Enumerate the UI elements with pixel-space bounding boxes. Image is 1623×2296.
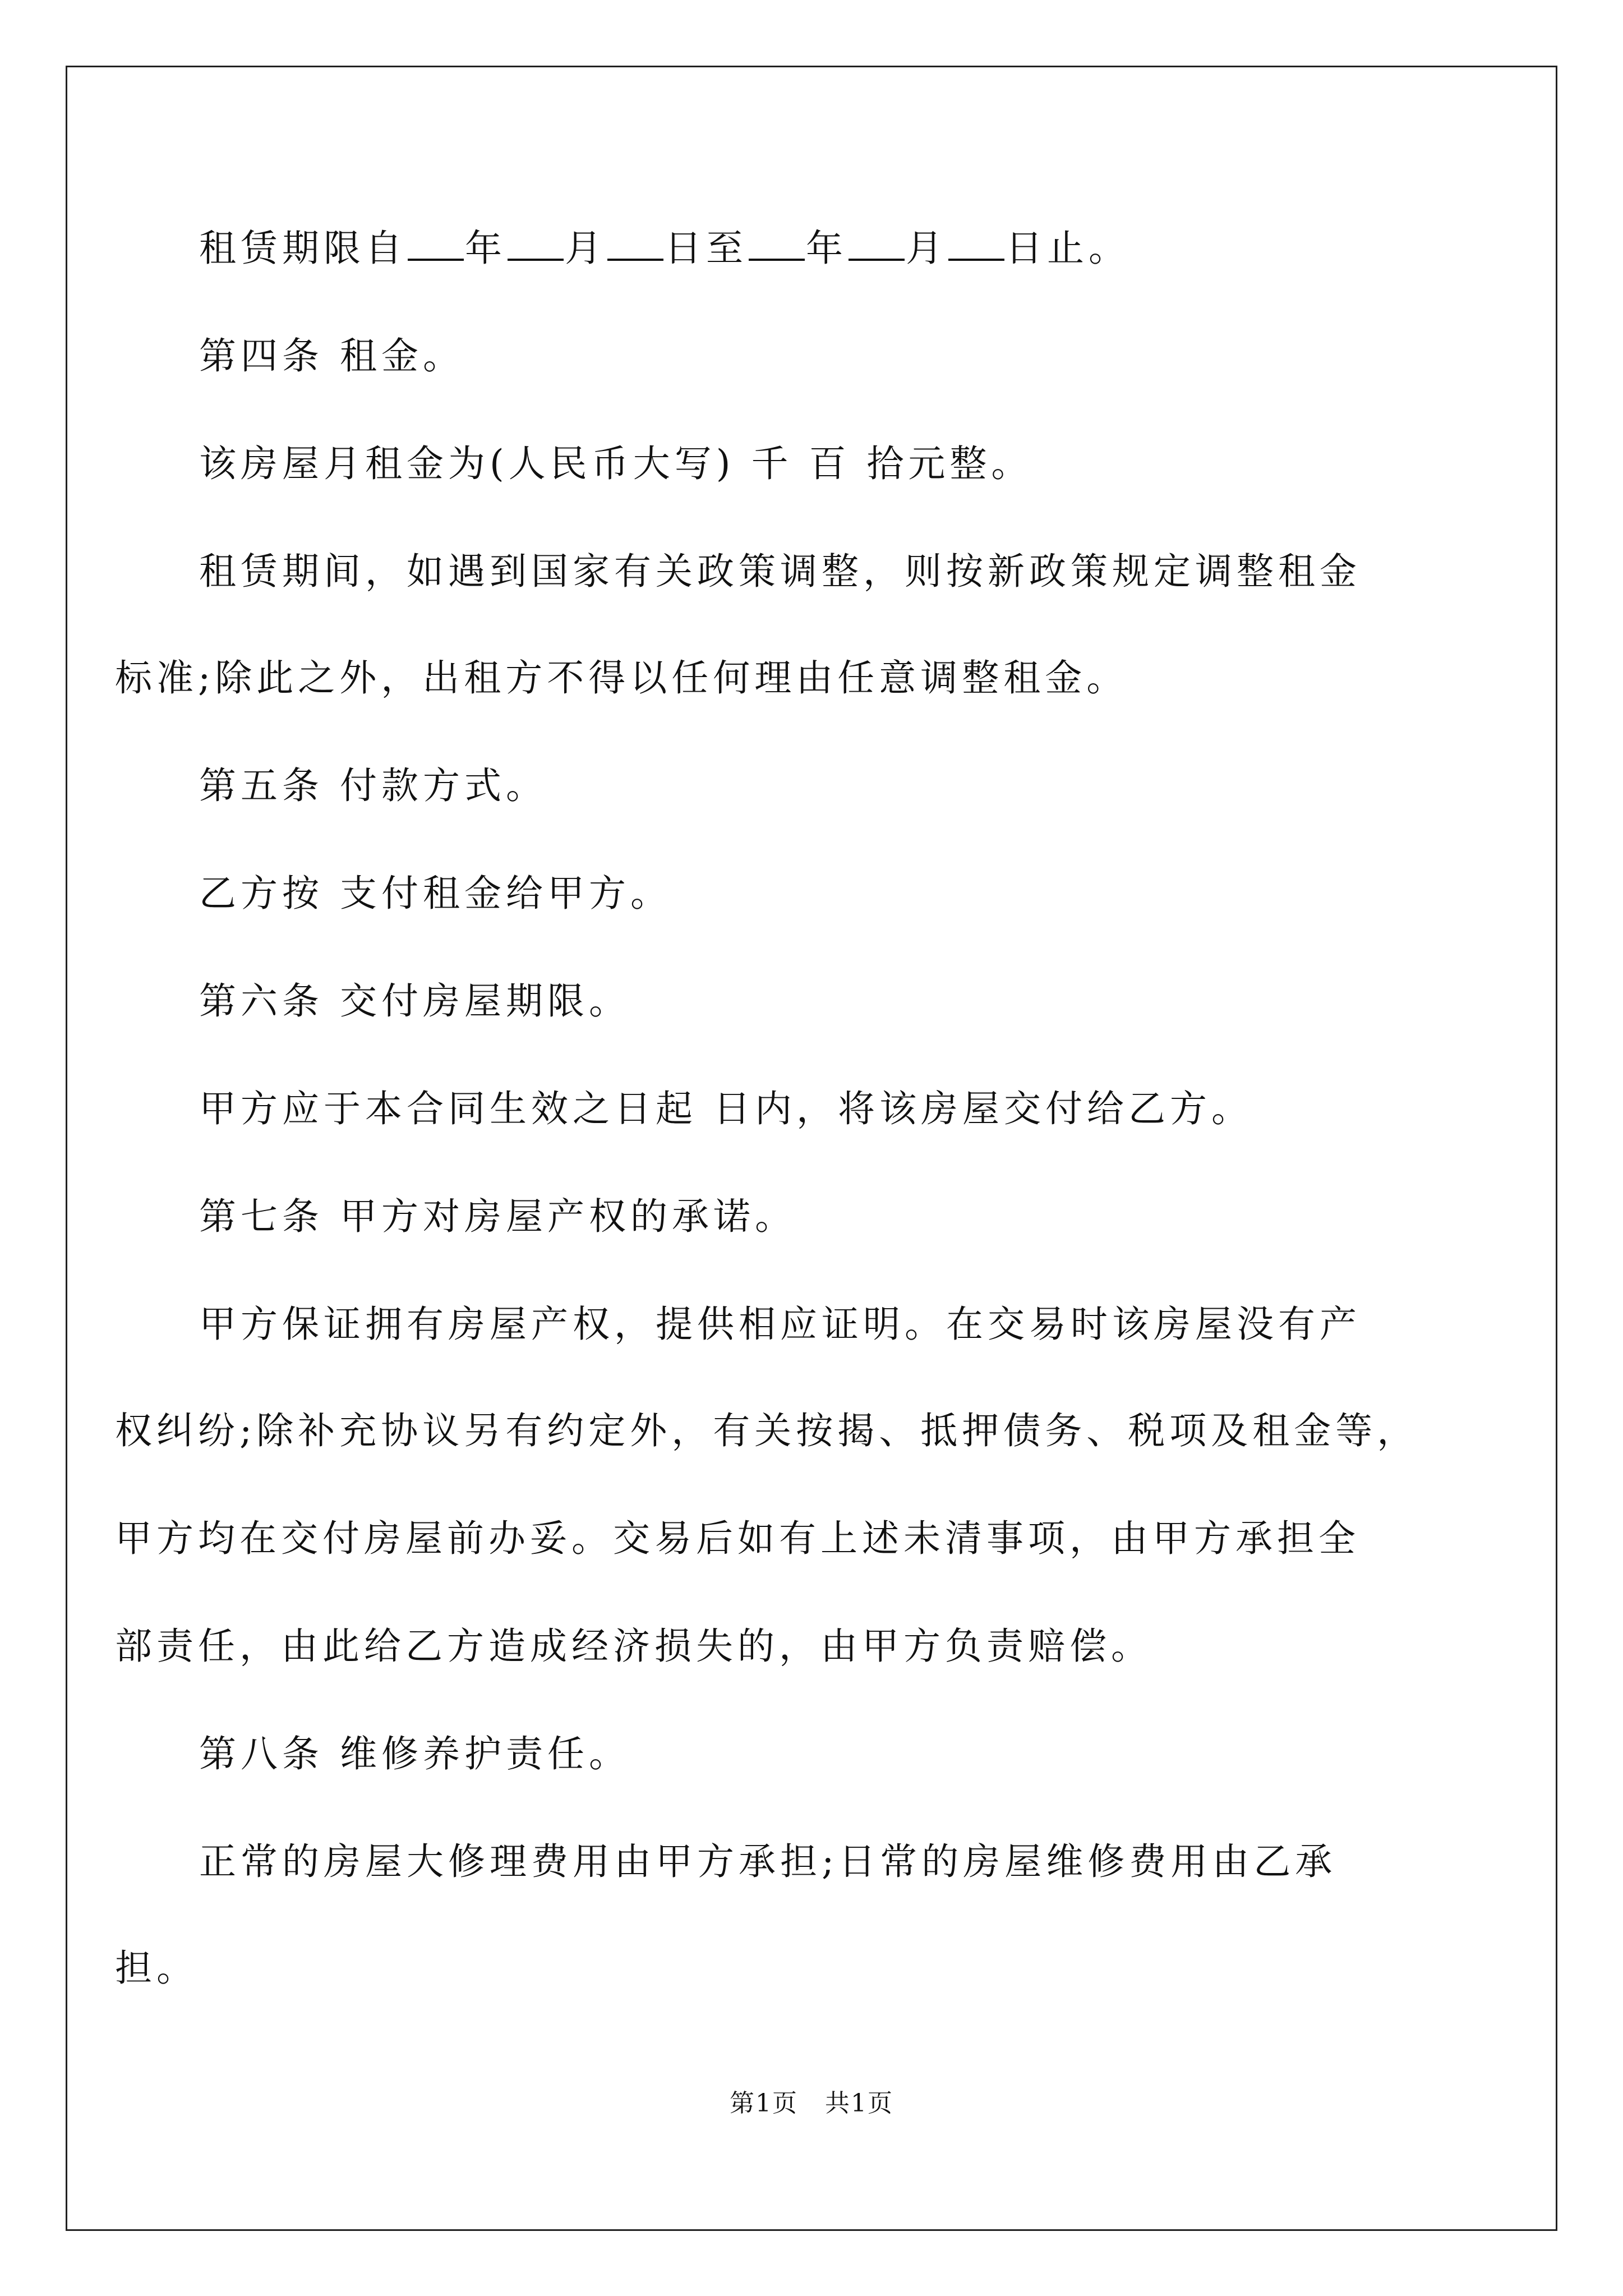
end-year-label: 年 [806, 227, 847, 270]
page-total: 共1页 [824, 2089, 893, 2118]
article-8-title: 第八条 维修养护责任。 [199, 1732, 630, 1775]
end-day-label: 日止。 [1006, 227, 1130, 270]
end-year-blank [749, 225, 805, 261]
end-day-blank [948, 225, 1004, 261]
article-6-delivery: 甲方应于本合同生效之日起 日内，将该房屋交付给乙方。 [199, 1087, 1253, 1130]
article-7-line-3: 甲方均在交付房屋前办妥。交易后如有上述未清事项，由甲方承担全 [115, 1517, 1360, 1560]
lease-term-line [199, 223, 1130, 274]
page-footer [0, 2087, 1623, 2120]
article-6-title: 第六条 交付房屋期限。 [199, 979, 630, 1023]
page-frame [66, 66, 1557, 2231]
article-4-policy-line-2: 标准;除此之外，出租方不得以任何理由任意调整租金。 [115, 656, 1128, 700]
article-7-line-2: 权纠纷;除补充协议另有约定外，有关按揭、抵押债务、税项及租金等， [115, 1409, 1419, 1452]
lease-term-prefix: 租赁期限自 [199, 227, 407, 270]
article-7-line-4: 部责任，由此给乙方造成经济损失的，由甲方负责赔偿。 [115, 1625, 1152, 1668]
start-day-label: 日至 [665, 227, 748, 270]
article-8-line-2: 担。 [115, 1947, 198, 1990]
end-month-label: 月 [906, 227, 947, 270]
article-7-title: 第七条 甲方对房屋产权的承诺。 [199, 1195, 796, 1238]
start-month-blank [508, 225, 564, 261]
start-day-blank [607, 225, 663, 261]
article-4-policy-line-1: 租赁期间，如遇到国家有关政策调整，则按新政策规定调整租金 [199, 550, 1361, 593]
start-month-label: 月 [565, 227, 606, 270]
article-7-line-1: 甲方保证拥有房屋产权，提供相应证明。在交易时该房屋没有产 [199, 1303, 1361, 1346]
start-year-label: 年 [465, 227, 506, 270]
article-4-rent-amount: 该房屋月租金为(人民币大写) 千 百 拾元整。 [199, 442, 1033, 485]
article-8-line-1: 正常的房屋大修理费用由甲方承担;日常的房屋维修费用由乙承 [199, 1840, 1337, 1883]
end-month-blank [849, 225, 905, 261]
page-current: 第1页 [730, 2089, 799, 2118]
article-5-payment: 乙方按 支付租金给甲方。 [199, 872, 672, 915]
start-year-blank [408, 225, 464, 261]
article-4-title: 第四条 租金。 [199, 334, 464, 378]
footer-spacer [798, 2089, 825, 2118]
article-5-title: 第五条 付款方式。 [199, 764, 547, 807]
